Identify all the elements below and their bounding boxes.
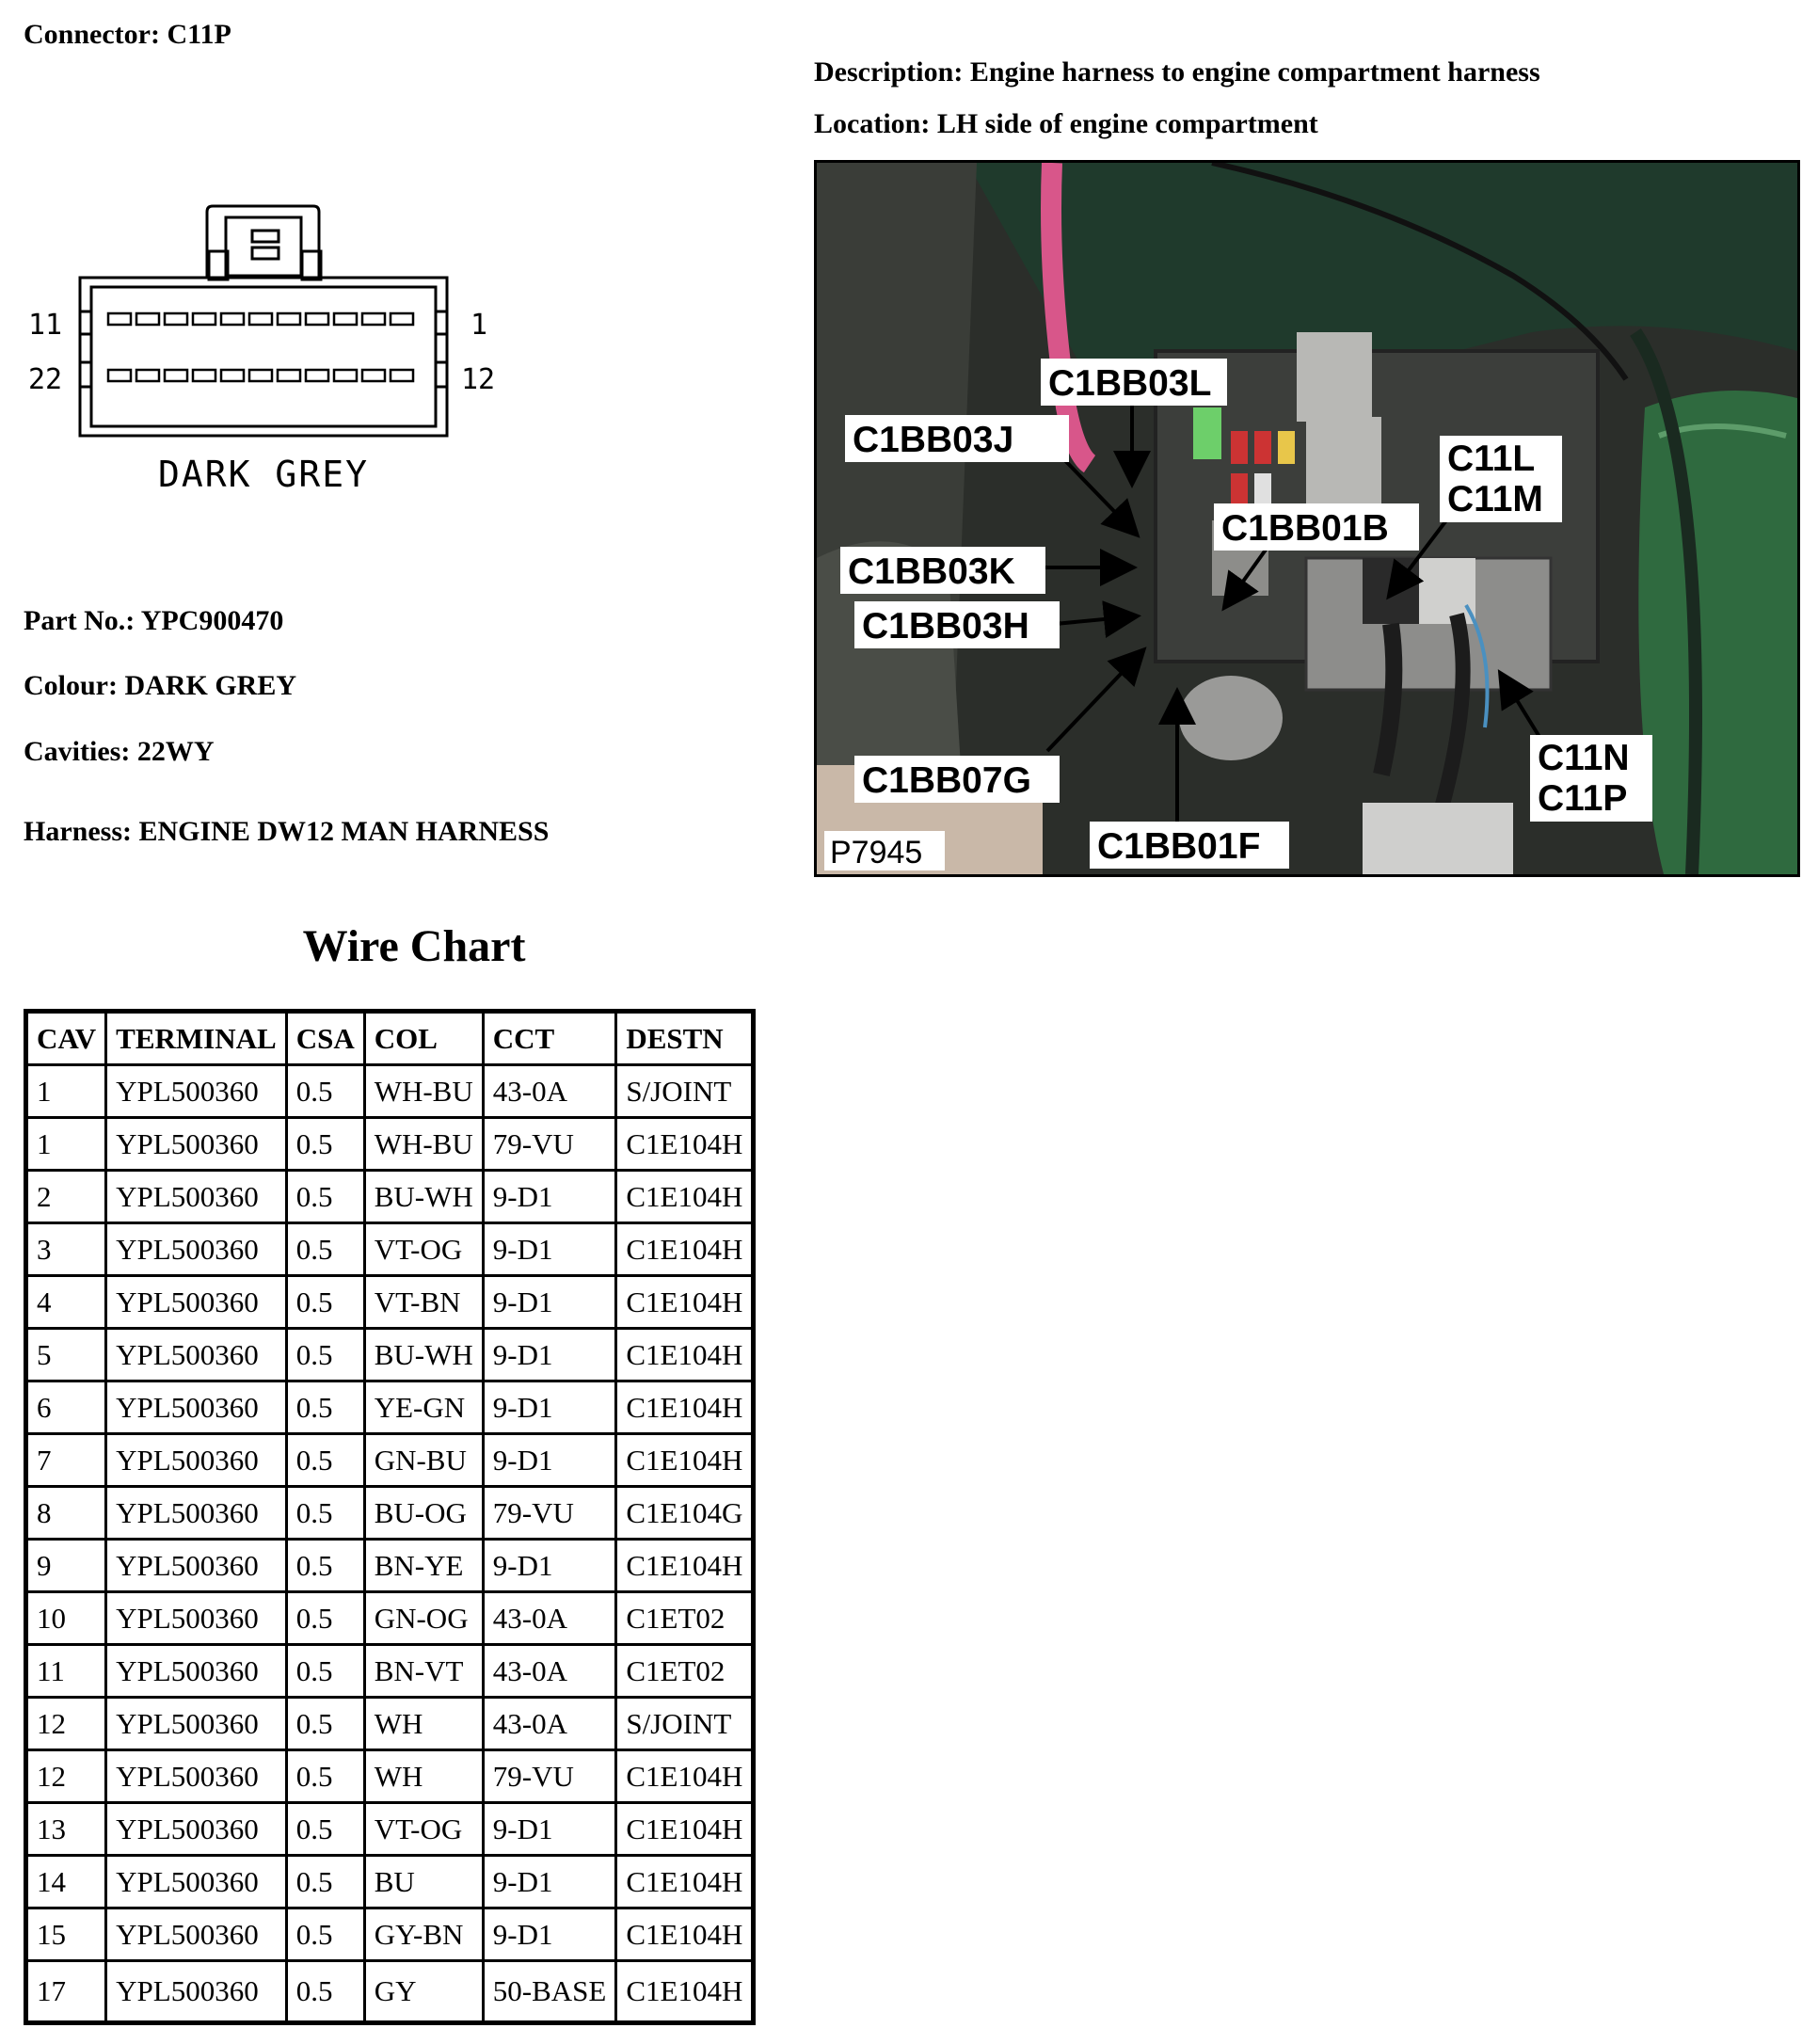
table-row — [26, 1223, 754, 1276]
table-cell: 9-D1 — [483, 1223, 616, 1276]
table-cell: YPL500360 — [106, 1803, 287, 1856]
table-cell: 0.5 — [286, 1592, 364, 1645]
table-cell: VT-OG — [364, 1223, 483, 1276]
cavity — [136, 313, 159, 325]
table-cell: 9-D1 — [483, 1171, 616, 1223]
callout-c11m: C11M — [1447, 479, 1543, 519]
table-row — [26, 1540, 754, 1592]
table-cell: YPL500360 — [106, 1750, 287, 1803]
table-cell: C1E104H — [616, 1223, 754, 1276]
table-cell: 79-VU — [483, 1118, 616, 1171]
cavity — [165, 370, 187, 381]
table-cell: 43-0A — [483, 1645, 616, 1698]
table-cell: 6 — [26, 1381, 106, 1434]
pin-label-22: 22 — [28, 363, 63, 396]
table-cell: 50-BASE — [483, 1961, 616, 2023]
table-cell: YPL500360 — [106, 1540, 287, 1592]
table-cell: YE-GN — [364, 1381, 483, 1434]
colour-value: DARK GREY — [124, 670, 297, 701]
table-cell: 10 — [26, 1592, 106, 1645]
table-cell: 0.5 — [286, 1908, 364, 1961]
table-cell: C1E104H — [616, 1329, 754, 1381]
cavity — [306, 370, 328, 381]
table-cell: GY — [364, 1961, 483, 2023]
table-cell: 12 — [26, 1698, 106, 1750]
table-cell: C1ET02 — [616, 1645, 754, 1698]
cavity — [249, 313, 272, 325]
table-cell: BN-YE — [364, 1540, 483, 1592]
table-cell: WH-BU — [364, 1118, 483, 1171]
callout-c1bb01b: C1BB01B — [1221, 508, 1389, 549]
cavity — [193, 370, 215, 381]
table-cell: YPL500360 — [106, 1329, 287, 1381]
callout-c11l: C11L — [1447, 439, 1536, 479]
table-cell: YPL500360 — [106, 1961, 287, 2023]
column-header-col: COL — [364, 1012, 483, 1065]
table-cell: C1E104H — [616, 1171, 754, 1223]
table-row — [26, 1487, 754, 1540]
callout-c1bb01f: C1BB01F — [1097, 826, 1261, 867]
callout-c1bb07g: C1BB07G — [862, 760, 1031, 801]
table-cell: VT-OG — [364, 1803, 483, 1856]
table-cell: 3 — [26, 1223, 106, 1276]
table-cell: 9-D1 — [483, 1434, 616, 1487]
table-cell: 9-D1 — [483, 1381, 616, 1434]
colour-line — [24, 670, 296, 702]
wire-chart-table — [24, 1009, 756, 2025]
description-label: Description: — [814, 56, 964, 88]
table-cell: 43-0A — [483, 1592, 616, 1645]
table-row — [26, 1276, 754, 1329]
pin-label-12: 12 — [461, 363, 496, 396]
table-cell: 14 — [26, 1856, 106, 1908]
table-cell: 0.5 — [286, 1381, 364, 1434]
callout-c1bb03j: C1BB03J — [853, 420, 1014, 460]
cavity — [362, 313, 385, 325]
table-cell: 0.5 — [286, 1171, 364, 1223]
table-cell: 9 — [26, 1540, 106, 1592]
table-cell: 0.5 — [286, 1645, 364, 1698]
table-cell: 1 — [26, 1118, 106, 1171]
description-value: Engine harness to engine compartment harness — [969, 56, 1540, 88]
table-cell: 0.5 — [286, 1540, 364, 1592]
table-cell: C1E104H — [616, 1908, 754, 1961]
table-cell: BU-WH — [364, 1329, 483, 1381]
table-row — [26, 1803, 754, 1856]
table-cell: 79-VU — [483, 1487, 616, 1540]
callout-c11p: C11P — [1538, 778, 1628, 819]
table-row — [26, 1856, 754, 1908]
table-cell: 0.5 — [286, 1856, 364, 1908]
harness-line — [24, 816, 549, 848]
cavities-label: Cavities: — [24, 736, 131, 767]
table-cell: 12 — [26, 1750, 106, 1803]
table-row — [26, 1329, 754, 1381]
cavity — [334, 313, 357, 325]
location-heading — [814, 108, 1318, 140]
table-cell: C1E104H — [616, 1434, 754, 1487]
table-cell: 9-D1 — [483, 1540, 616, 1592]
table-row — [26, 1645, 754, 1698]
cavities-value: 22WY — [136, 736, 215, 767]
pin-label-11: 11 — [28, 309, 63, 342]
table-cell: YPL500360 — [106, 1065, 287, 1118]
table-cell: 0.5 — [286, 1065, 364, 1118]
table-cell: S/JOINT — [616, 1065, 754, 1118]
table-cell: C1E104H — [616, 1276, 754, 1329]
table-cell: C1E104H — [616, 1381, 754, 1434]
table-cell: VT-BN — [364, 1276, 483, 1329]
table-cell: 8 — [26, 1487, 106, 1540]
location-photo — [814, 160, 1800, 877]
table-cell: 79-VU — [483, 1750, 616, 1803]
callout-c1bb03l: C1BB03L — [1048, 363, 1212, 404]
cavity — [108, 313, 131, 325]
column-header-csa: CSA — [286, 1012, 364, 1065]
table-cell: YPL500360 — [106, 1171, 287, 1223]
photo-id: P7945 — [830, 835, 923, 870]
column-header-destn: DESTN — [616, 1012, 754, 1065]
table-row — [26, 1434, 754, 1487]
column-header-terminal: TERMINAL — [106, 1012, 287, 1065]
cavity — [193, 313, 215, 325]
connector-label: Connector: — [24, 19, 160, 50]
table-cell: 43-0A — [483, 1698, 616, 1750]
cavity — [391, 370, 413, 381]
table-cell: C1E104H — [616, 1856, 754, 1908]
table-cell: BU-OG — [364, 1487, 483, 1540]
table-cell: 17 — [26, 1961, 106, 2023]
cavity-rows — [108, 313, 413, 381]
location-label: Location: — [814, 108, 931, 139]
table-cell: 0.5 — [286, 1118, 364, 1171]
callout-c11n: C11N — [1538, 738, 1630, 778]
table-cell: 11 — [26, 1645, 106, 1698]
table-header-row — [26, 1012, 754, 1065]
cavity — [334, 370, 357, 381]
table-cell: 9-D1 — [483, 1856, 616, 1908]
table-cell: 4 — [26, 1276, 106, 1329]
table-row — [26, 1961, 754, 2023]
table-cell: 15 — [26, 1908, 106, 1961]
cavity — [108, 370, 131, 381]
colour-label: Colour: — [24, 670, 118, 701]
cavity — [221, 370, 244, 381]
table-cell: BU — [364, 1856, 483, 1908]
table-cell: 2 — [26, 1171, 106, 1223]
table-cell: YPL500360 — [106, 1487, 287, 1540]
connector-heading — [24, 19, 231, 51]
table-cell: 7 — [26, 1434, 106, 1487]
table-cell: 0.5 — [286, 1434, 364, 1487]
table-cell: 13 — [26, 1803, 106, 1856]
table-cell: YPL500360 — [106, 1592, 287, 1645]
table-cell: 43-0A — [483, 1065, 616, 1118]
table-cell: 0.5 — [286, 1487, 364, 1540]
cavity — [278, 370, 300, 381]
table-cell: GN-BU — [364, 1434, 483, 1487]
part-number-label: Part No.: — [24, 605, 136, 636]
table-row — [26, 1698, 754, 1750]
cavity — [249, 370, 272, 381]
table-cell: 0.5 — [286, 1223, 364, 1276]
table-cell: WH-BU — [364, 1065, 483, 1118]
table-cell: YPL500360 — [106, 1381, 287, 1434]
table-cell: BN-VT — [364, 1645, 483, 1698]
table-cell: 0.5 — [286, 1329, 364, 1381]
cavities-line — [24, 736, 214, 768]
cavity — [278, 313, 300, 325]
table-cell: C1E104H — [616, 1540, 754, 1592]
part-number-value: YPC900470 — [140, 605, 284, 636]
table-cell: YPL500360 — [106, 1698, 287, 1750]
table-cell: C1E104H — [616, 1803, 754, 1856]
harness-label: Harness: — [24, 816, 132, 847]
table-cell: YPL500360 — [106, 1118, 287, 1171]
connector-value: C11P — [167, 19, 231, 50]
table-cell: 9-D1 — [483, 1329, 616, 1381]
table-cell: 0.5 — [286, 1750, 364, 1803]
callout-c1bb03k: C1BB03K — [848, 551, 1015, 592]
table-cell: YPL500360 — [106, 1223, 287, 1276]
table-cell: WH — [364, 1698, 483, 1750]
table-cell: 5 — [26, 1329, 106, 1381]
part-number-line — [24, 605, 283, 637]
table-cell: GY-BN — [364, 1908, 483, 1961]
table-cell: 9-D1 — [483, 1908, 616, 1961]
description-heading — [814, 56, 1540, 88]
cavity — [221, 313, 244, 325]
table-cell: 0.5 — [286, 1803, 364, 1856]
table-cell: YPL500360 — [106, 1645, 287, 1698]
table-cell: C1E104G — [616, 1487, 754, 1540]
table-cell: S/JOINT — [616, 1698, 754, 1750]
table-cell: YPL500360 — [106, 1434, 287, 1487]
table-cell: 9-D1 — [483, 1276, 616, 1329]
table-row — [26, 1065, 754, 1118]
cavity — [391, 313, 413, 325]
cavity — [362, 370, 385, 381]
table-cell: YPL500360 — [106, 1276, 287, 1329]
harness-value: ENGINE DW12 MAN HARNESS — [138, 816, 550, 847]
table-cell: 0.5 — [286, 1276, 364, 1329]
table-row — [26, 1908, 754, 1961]
wire-chart-title: Wire Chart — [302, 921, 526, 971]
table-cell: BU-WH — [364, 1171, 483, 1223]
cavity — [136, 370, 159, 381]
table-row — [26, 1750, 754, 1803]
table-cell: YPL500360 — [106, 1856, 287, 1908]
table-row — [26, 1592, 754, 1645]
connector-colour-label: DARK GREY — [158, 454, 369, 495]
table-cell: GN-OG — [364, 1592, 483, 1645]
table-cell: YPL500360 — [106, 1908, 287, 1961]
table-cell: C1E104H — [616, 1750, 754, 1803]
cavity — [165, 313, 187, 325]
table-cell: 0.5 — [286, 1698, 364, 1750]
table-cell: WH — [364, 1750, 483, 1803]
table-row — [26, 1381, 754, 1434]
table-cell: 1 — [26, 1065, 106, 1118]
table-cell: 9-D1 — [483, 1803, 616, 1856]
connector-face-diagram — [24, 193, 513, 503]
table-cell: C1E104H — [616, 1118, 754, 1171]
pin-label-1: 1 — [470, 309, 488, 342]
table-row — [26, 1118, 754, 1171]
table-cell: C1ET02 — [616, 1592, 754, 1645]
column-header-cct: CCT — [483, 1012, 616, 1065]
table-row — [26, 1171, 754, 1223]
callout-c1bb03h: C1BB03H — [862, 606, 1029, 647]
cavity — [306, 313, 328, 325]
column-header-cav: CAV — [26, 1012, 106, 1065]
table-cell: C1E104H — [616, 1961, 754, 2023]
location-value: LH side of engine compartment — [936, 108, 1318, 139]
table-cell: 0.5 — [286, 1961, 364, 2023]
